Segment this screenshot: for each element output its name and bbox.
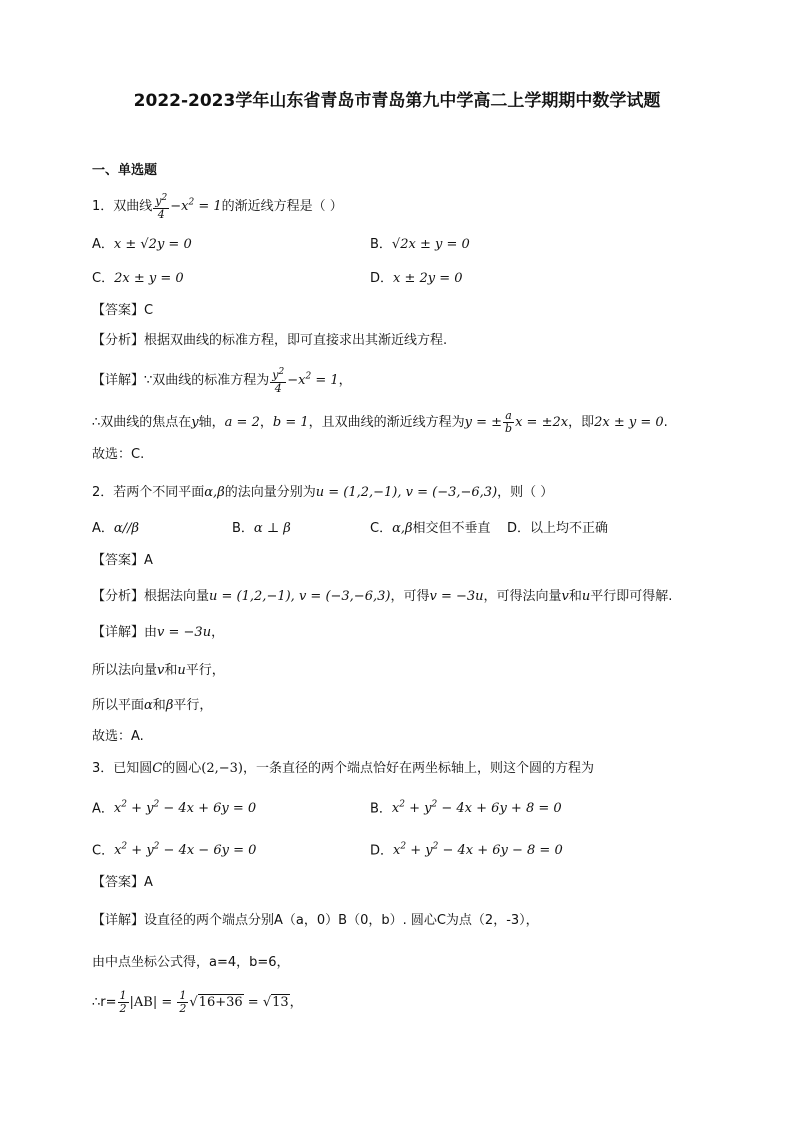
- q3-midpoint: 由中点坐标公式得，a=4，b=6，: [92, 955, 290, 970]
- q2-detail-line2: 所以平面α和β平行，: [92, 698, 213, 713]
- q2-detail: 【详解】由v = −3u，: [92, 625, 225, 640]
- section-heading: 一、单选题: [92, 163, 158, 178]
- question-1-stem: 1．双曲线 $\frac{y^2}{4}$ $-x^2 = 1$的渐近线方程是（ ）: [92, 193, 343, 221]
- q1-choose: 故选：C.: [92, 447, 145, 462]
- q2-option-d: D．以上均不正确: [507, 521, 609, 536]
- question-2-stem: 2．若两个不同平面α,β的法向量分别为u = (1,2,−1), v = (−3,−6,3)，则（ ）: [92, 485, 554, 500]
- page-title: 2022-2023学年山东省青岛市青岛第九中学高二上学期期中数学试题: [133, 91, 661, 111]
- q1-detail-2: ∴双曲线的焦点在y轴，a = 2，b = 1，且双曲线的渐近线方程为y = ± $\frac{a}{b}$ x = ±2x，即2x ± y = 0.: [92, 409, 668, 435]
- q1-option-b: B．√2x ± y = 0: [370, 237, 470, 252]
- q2-option-c: C．α,β相交但不垂直: [370, 521, 491, 536]
- q3-option-a: A．$x^2 + y^2 - 4x + 6y = 0$: [92, 800, 257, 817]
- q1-option-c: C．2x ± y = 0: [92, 271, 184, 286]
- q3-option-d: D．$x^2 + y^2 - 4x + 6y - 8 = 0$: [370, 842, 563, 859]
- q1-answer: 【答案】C: [92, 303, 154, 318]
- q2-detail-line1: 所以法向量v和u平行，: [92, 663, 225, 678]
- q1-analysis: 【分析】根据双曲线的标准方程，即可直接求出其渐近线方程.: [92, 333, 448, 348]
- q2-answer: 【答案】A: [92, 553, 153, 568]
- q1-option-d: D．x ± 2y = 0: [370, 271, 463, 286]
- q2-choose: 故选：A.: [92, 729, 144, 744]
- q3-answer: 【答案】A: [92, 875, 153, 890]
- q2-option-a: A．α//β: [92, 521, 139, 536]
- q3-detail: 【详解】设直径的两个端点分别A（a，0）B（0，b）. 圆心C为点（2，-3），: [92, 913, 539, 928]
- q3-radius: ∴r= $\frac{1}{2}$ |AB| = $\frac{1}{2}$ √16+36 = √13，: [92, 989, 303, 1015]
- q2-option-b: B．α ⊥ β: [232, 521, 291, 536]
- q3-option-c: C．$x^2 + y^2 - 4x - 6y = 0$: [92, 842, 257, 859]
- question-3-stem: 3．已知圆C的圆心(2,−3)，一条直径的两个端点恰好在两坐标轴上，则这个圆的方程为: [92, 761, 594, 776]
- q3-option-b: B．$x^2 + y^2 - 4x + 6y + 8 = 0$: [370, 800, 562, 817]
- q2-analysis: 【分析】根据法向量u = (1,2,−1), v = (−3,−6,3)，可得v = −3u，可得法向量v和u平行即可得解.: [92, 589, 673, 604]
- q1-detail: 【详解】∵双曲线的标准方程为 $\frac{y^2}{4}$ $-x^2 = 1$，: [92, 367, 352, 395]
- q1-option-a: A．x ± √2y = 0: [92, 237, 192, 252]
